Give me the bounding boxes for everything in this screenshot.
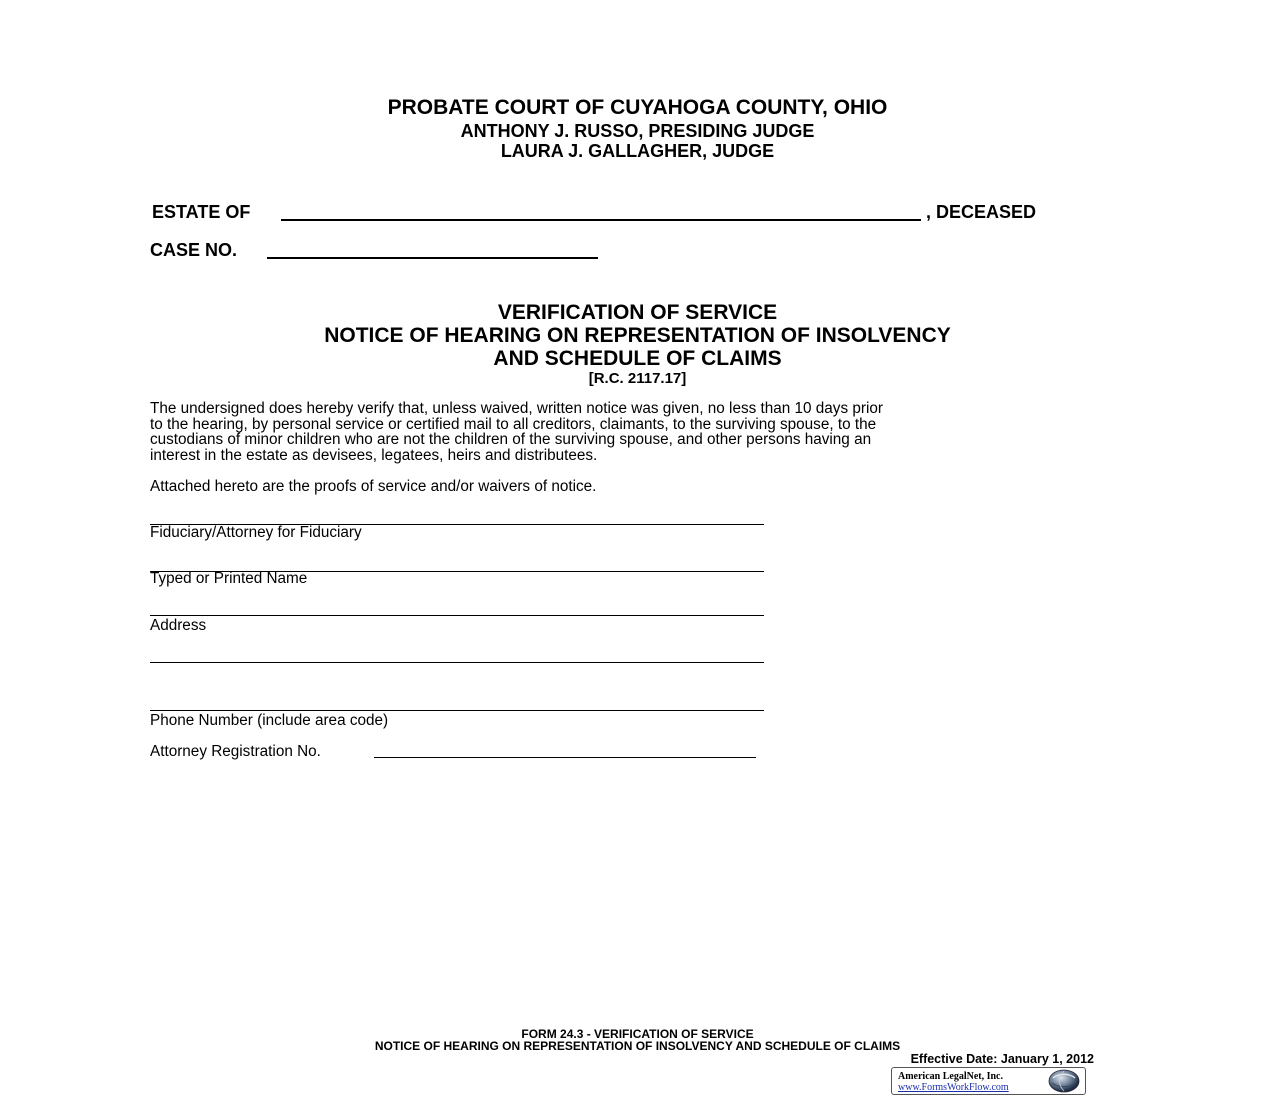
case-number-label: CASE NO. (150, 240, 238, 260)
form-title-line3: AND SCHEDULE OF CLAIMS (493, 347, 782, 370)
typed-name-label: Typed or Printed Name (150, 570, 308, 587)
verification-paragraph (150, 401, 1110, 463)
footer-form-title: NOTICE OF HEARING ON REPRESENTATION OF INSOLVENCY AND SCHEDULE OF CLAIMS (374, 1039, 901, 1053)
address-field[interactable] (150, 615, 764, 616)
statute-reference: [R.C. 2117.17] (588, 370, 687, 387)
estate-name-field[interactable] (281, 219, 921, 221)
form-title-line1: VERIFICATION OF SERVICE (497, 301, 778, 324)
fiduciary-label: Fiduciary/Attorney for Fiduciary (150, 524, 362, 541)
logo-company-name: American LegalNet, Inc. (898, 1071, 1003, 1082)
registration-label: Attorney Registration No. (150, 743, 321, 760)
judge-name: LAURA J. GALLAGHER, JUDGE (500, 141, 775, 161)
footer-form-number: FORM 24.3 - VERIFICATION OF SERVICE (521, 1027, 754, 1041)
form-title-line2: NOTICE OF HEARING ON REPRESENTATION OF INSOLVENCY (324, 324, 951, 347)
presiding-judge: ANTHONY J. RUSSO, PRESIDING JUDGE (460, 121, 815, 141)
registration-field[interactable] (374, 757, 756, 758)
phone-label: Phone Number (include area code) (150, 712, 389, 729)
paragraph-line: custodians of minor children who are not the children of the surviving spouse, and other persons having an (150, 431, 872, 448)
address-line2-field[interactable] (150, 662, 764, 663)
effective-date: Effective Date: January 1, 2012 (910, 1052, 1094, 1066)
publisher-logo[interactable] (891, 1067, 1086, 1095)
paragraph-line: to the hearing, by personal service or certified mail to all creditors, claimants, to the surviving spouse, to the (150, 415, 877, 433)
court-name: PROBATE COURT OF CUYAHOGA COUNTY, OHIO (387, 96, 888, 119)
case-number-field[interactable] (267, 257, 598, 259)
attached-statement: Attached hereto are the proofs of service and/or waivers of notice. (150, 478, 597, 495)
paragraph-line: The undersigned does hereby verify that, unless waived, written notice was given, no less than 10 days prior (150, 400, 883, 417)
globe-icon (1047, 1069, 1081, 1093)
logo-url-link[interactable]: www.FormsWorkFlow.com (898, 1082, 1009, 1093)
estate-label: ESTATE OF (152, 202, 251, 222)
deceased-label: , DECEASED (926, 202, 1037, 222)
paragraph-line: interest in the estate as devisees, legatees, heirs and distributees. (150, 446, 598, 464)
phone-field[interactable] (150, 710, 764, 711)
address-label: Address (150, 617, 207, 634)
